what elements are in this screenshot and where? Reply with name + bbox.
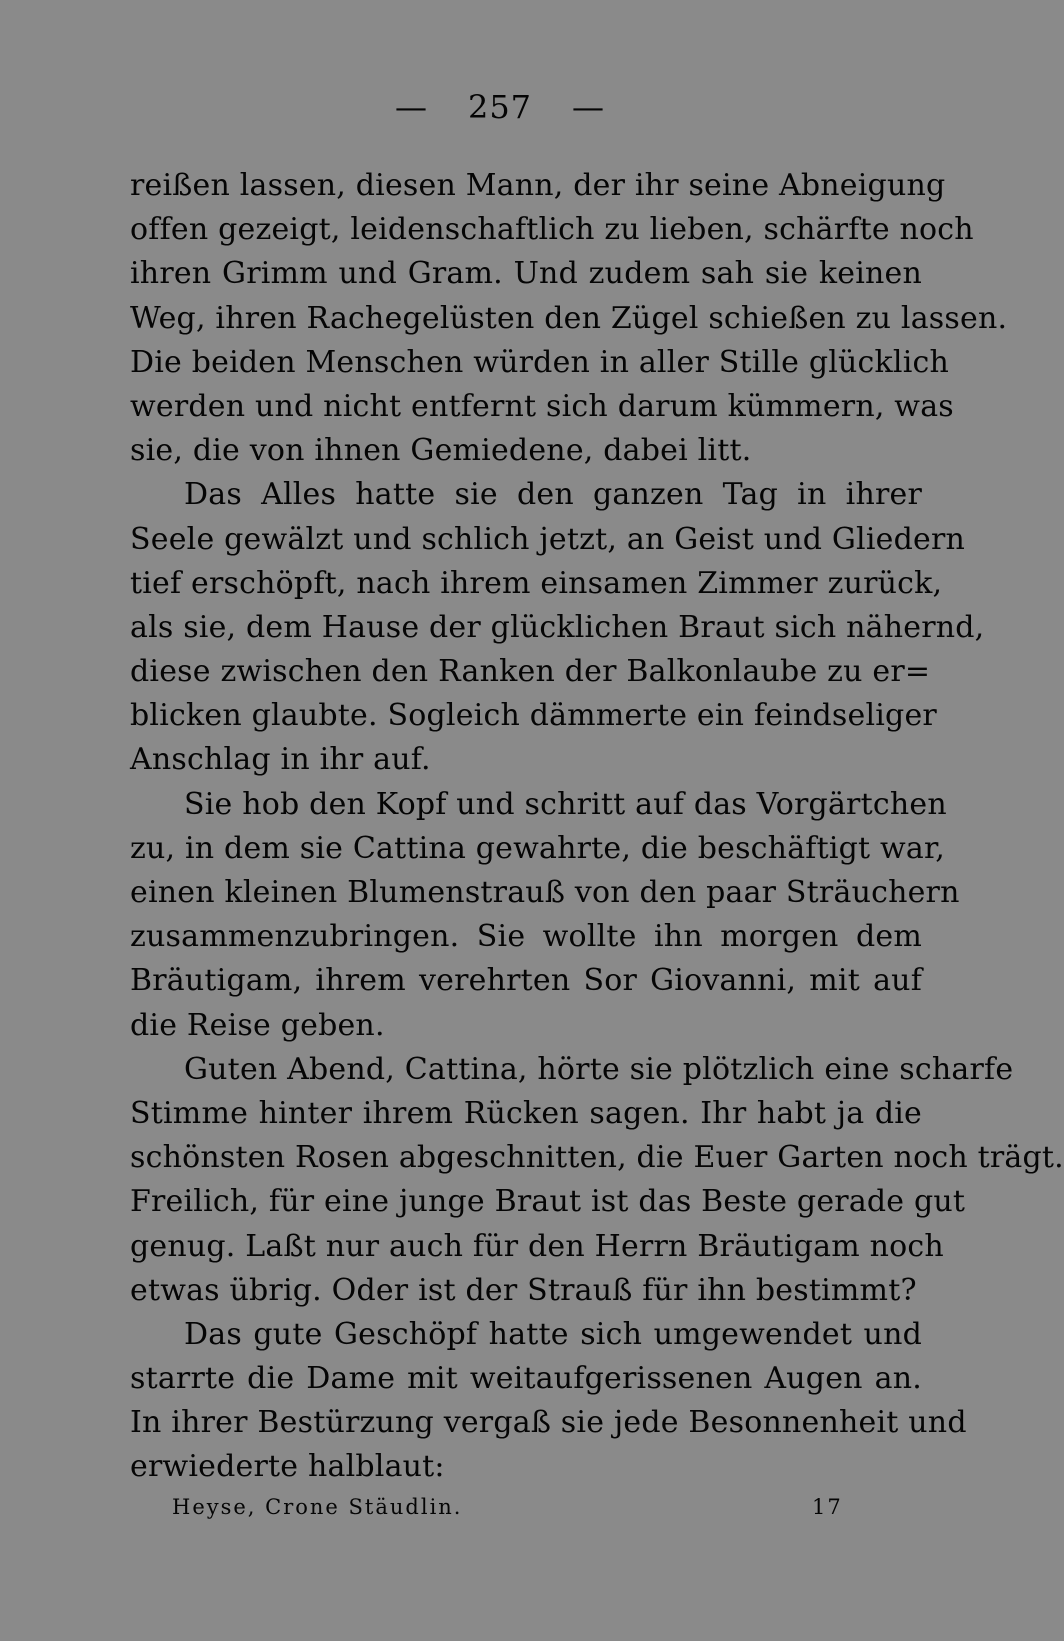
body-text [130, 164, 1064, 1490]
text-line: Das Alles hatte sie den ganzen Tag in ihrer [184, 477, 922, 513]
footer-signature: 17 [812, 1495, 843, 1519]
text-line: werden und nicht entfernt sich darum kümmern, was [130, 388, 954, 424]
text-line: einen kleinen Blumenstrauß von den paar Sträuchern [130, 875, 960, 910]
text-line: Freilich, für eine junge Braut ist das Beste gerade gut [130, 1184, 966, 1220]
page-footer [172, 1495, 843, 1519]
text-line: In ihrer Bestürzung vergaß sie jede Besonnenheit und [130, 1405, 967, 1441]
footer-title: Heyse, Crone Stäudlin. [172, 1495, 463, 1519]
text-line: Sie hob den Kopf und schritt auf das Vorgärtchen [184, 786, 947, 822]
page-number-dash-left: — [394, 88, 428, 126]
page-number-value: 257 [467, 88, 533, 126]
text-line: die Reise geben. [130, 1007, 385, 1043]
text-line: etwas übrig. Oder ist der Strauß für ihn bestimmt? [130, 1272, 917, 1308]
page-number [0, 88, 1000, 126]
text-line: Guten Abend, Cattina, hörte sie plötzlich eine scharfe [184, 1051, 1014, 1087]
text-line: zusammenzubringen. Sie wollte ihn morgen dem [130, 919, 922, 955]
text-line: offen gezeigt, leidenschaftlich zu lieben, schärfte noch [130, 212, 974, 248]
text-line: sie, die von ihnen Gemiedene, dabei litt. [130, 433, 752, 469]
text-line: Die beiden Menschen würden in aller Stille glücklich [130, 344, 950, 380]
text-line: blicken glaubte. Sogleich dämmerte ein feindseliger [130, 698, 937, 734]
page-number-dash-right: — [572, 88, 606, 126]
text-line: tief erschöpft, nach ihrem einsamen Zimmer zurück, [130, 565, 943, 601]
text-line: schönsten Rosen abgeschnitten, die Euer Garten noch trägt. [130, 1140, 1064, 1176]
text-line: Bräutigam, ihrem verehrten Sor Giovanni, mit auf [130, 963, 922, 999]
text-line: reißen lassen, diesen Mann, der ihr seine Abneigung [130, 168, 946, 203]
text-line: starrte die Dame mit weitaufgerissenen Augen an. [130, 1361, 922, 1397]
text-line: Das gute Geschöpf hatte sich umgewendet und [184, 1316, 922, 1352]
text-line: Weg, ihren Rachegelüsten den Zügel schießen zu lassen. [130, 300, 1008, 336]
text-line: erwiederte halblaut: [130, 1449, 445, 1485]
text-line: Anschlag in ihr auf. [130, 742, 431, 778]
text-line: als sie, dem Hause der glücklichen Braut sich nähernd, [130, 609, 985, 645]
text-line: Seele gewälzt und schlich jetzt, an Geist und Gliedern [130, 521, 966, 557]
text-line: ihren Grimm und Gram. Und zudem sah sie keinen [130, 256, 922, 292]
text-line: diese zwischen den Ranken der Balkonlaube zu er= [130, 654, 931, 690]
text-line: zu, in dem sie Cattina gewahrte, die beschäftigt war, [130, 830, 945, 866]
text-line: Stimme hinter ihrem Rücken sagen. Ihr habt ja die [130, 1095, 922, 1131]
text-line: genug. Laßt nur auch für den Herrn Bräutigam noch [130, 1228, 944, 1264]
